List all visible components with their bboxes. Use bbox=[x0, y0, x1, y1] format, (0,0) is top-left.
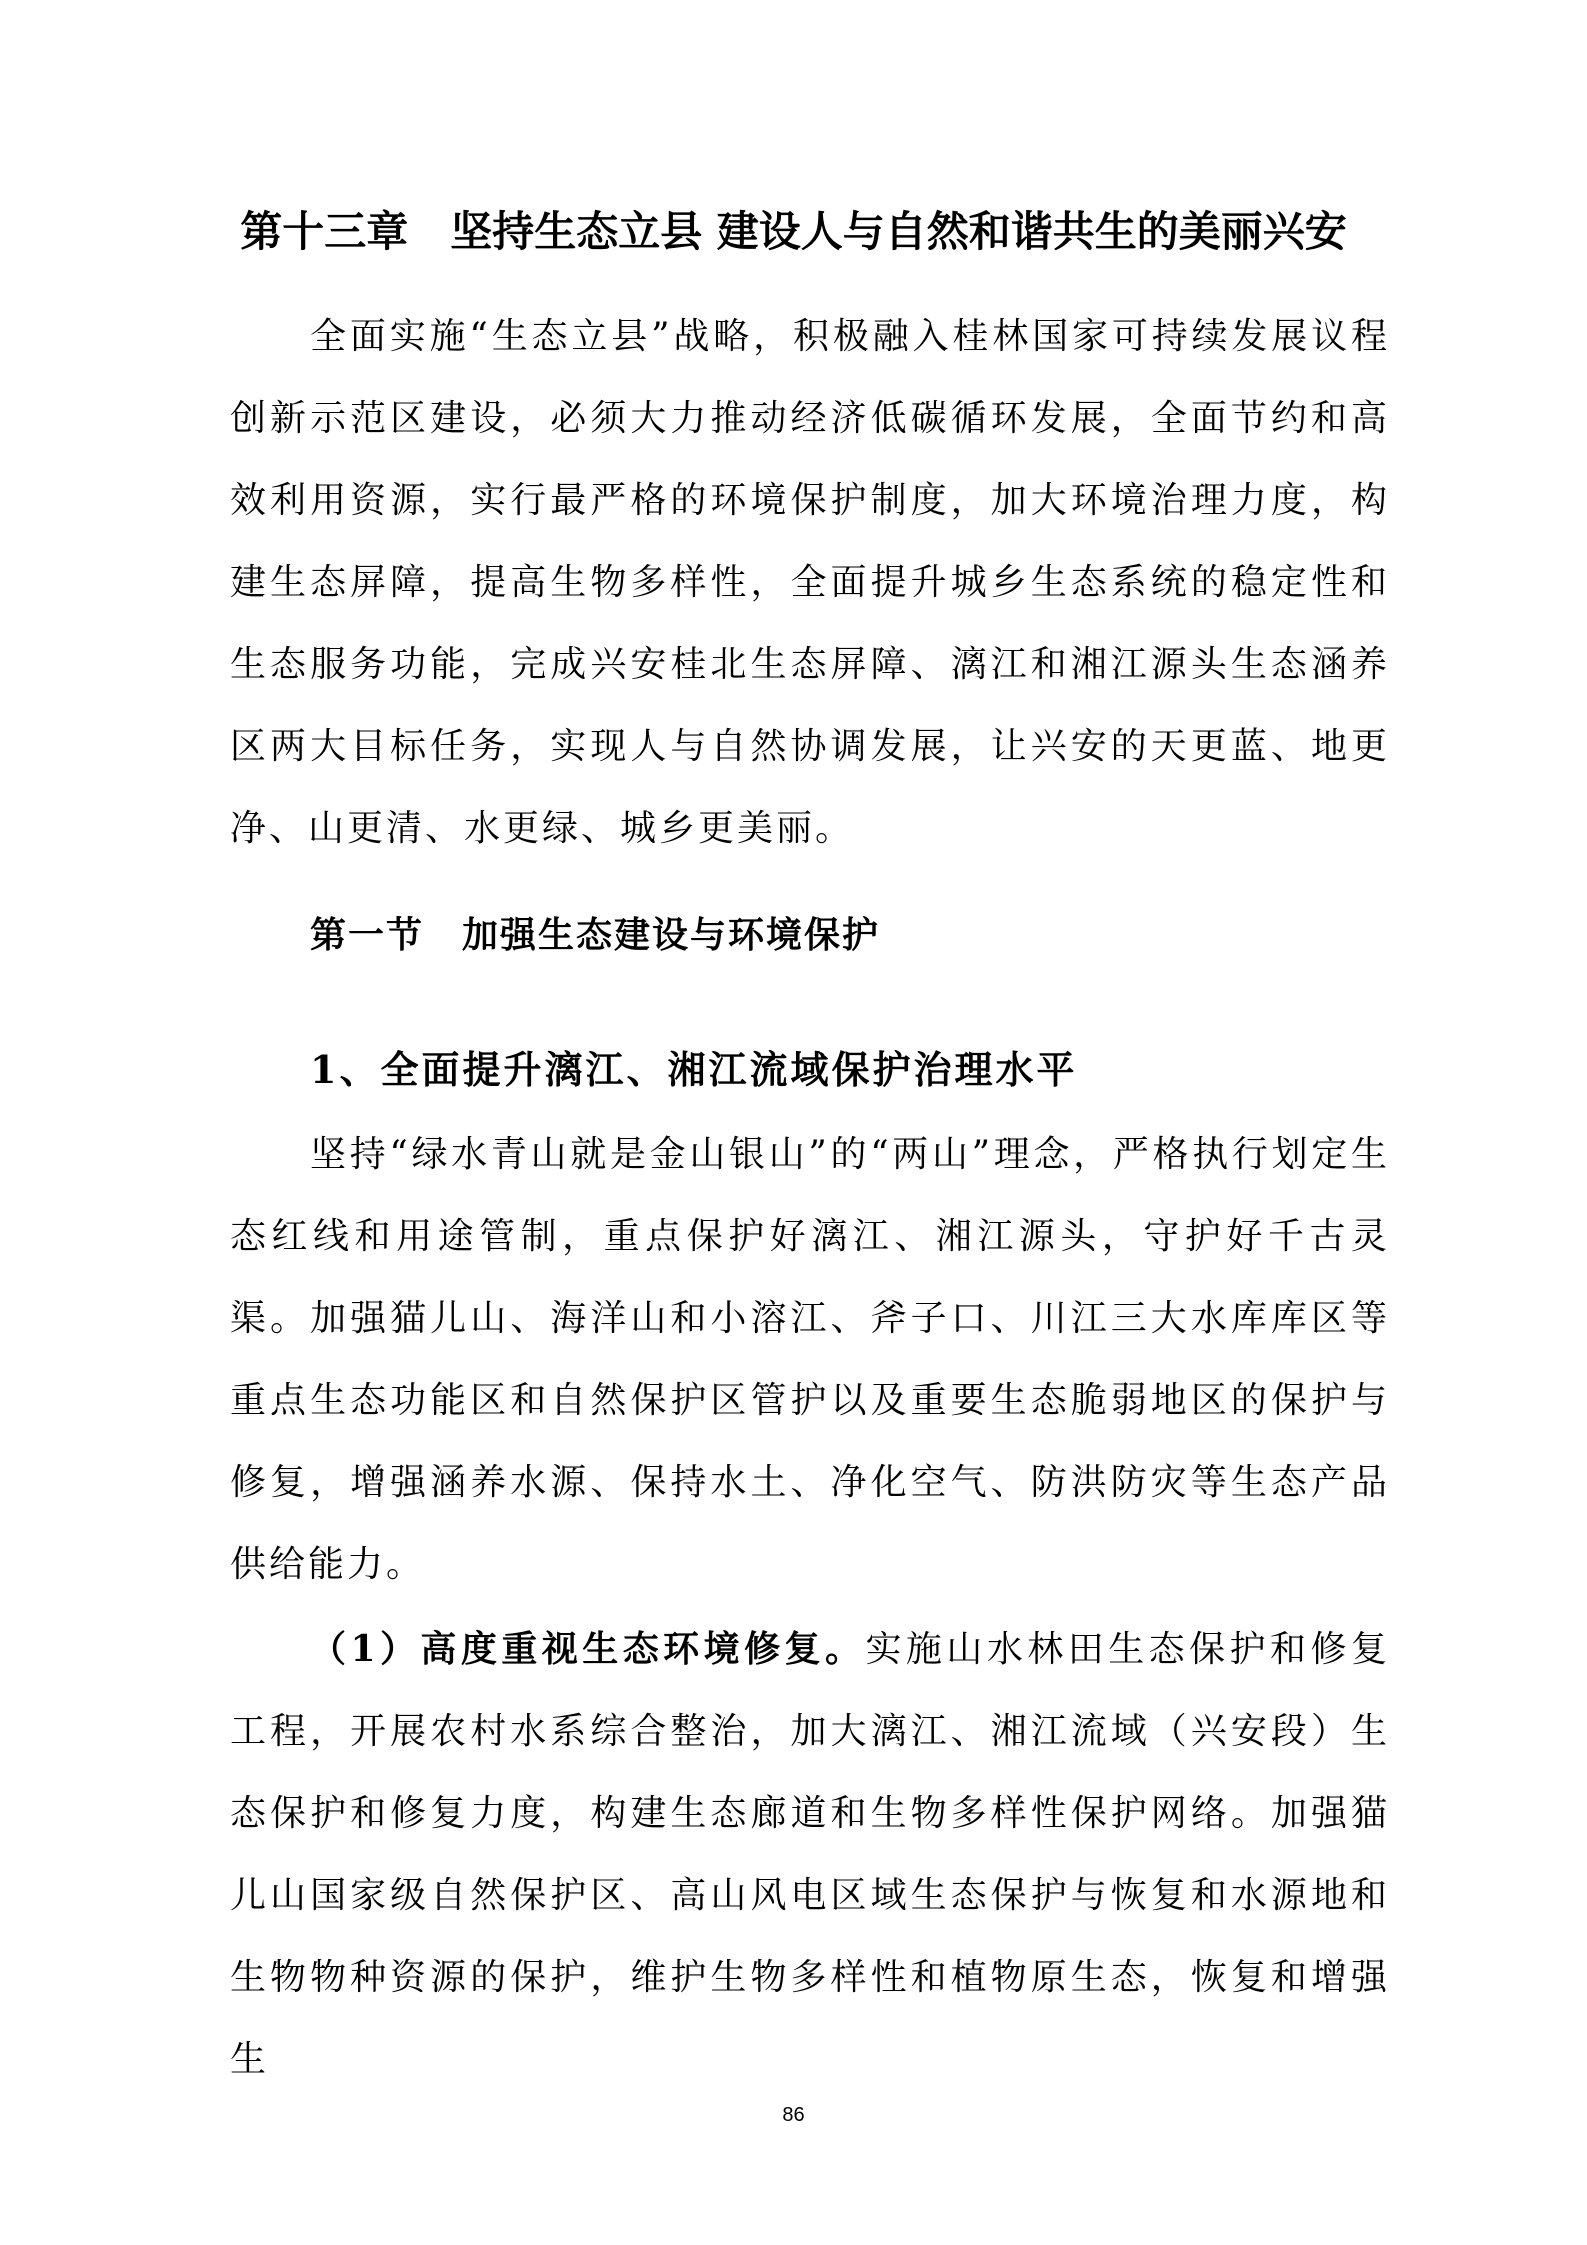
subsection-heading: 1、全面提升漓江、湘江流域保护治理水平 bbox=[310, 1047, 1078, 1092]
paragraph-2-text: 实施山水林田生态保护和修复工程，开展农村水系综合整治，加大漓江、湘江流域（兴安段）生态保护和修复力度，构建生态廊道和生物多样性保护网络。加强猫儿山国家级自然保护区、高山风电区域生态保护与恢复和水源地和生物物种资源的保护，维护生物多样性和植物原生态，恢复和增强生 bbox=[230, 1629, 1390, 2080]
chapter-title: 第十三章 坚持生态立县 建设人与自然和谐共生的美丽兴安 bbox=[240, 207, 1347, 256]
page-number: 86 bbox=[782, 2104, 805, 2126]
paragraph1-block bbox=[230, 1114, 1390, 1606]
intro-paragraph: 全面实施“生态立县”战略，积极融入桂林国家可持续发展议程创新示范区建设，必须大力推动经济低碳循环发展，全面节约和高效利用资源，实行最严格的环境保护制度，加大环境治理力度，构建生态屏障，提高生物多样性，全面提升城乡生态系统的稳定性和生态服务功能，完成兴安桂北生态屏障、漓江和湘江源头生态涵养区两大目标任务，实现人与自然协调发展，让兴安的天更蓝、地更净、山更清、水更绿、城乡更美丽。 bbox=[230, 316, 1390, 849]
body-paragraph-2 bbox=[230, 1608, 1390, 2101]
paragraph2-block bbox=[230, 1608, 1390, 2101]
intro-block bbox=[230, 296, 1390, 870]
body-paragraph-1: 坚持“绿水青山就是金山银山”的“两山”理念，严格执行划定生态红线和用途管制，重点保护好漓江、湘江源头，守护好千古灵渠。加强猫儿山、海洋山和小溶江、斧子口、川江三大水库库区等重点生态功能区和自然保护区管护以及重要生态脆弱地区的保护与修复，增强涵养水源、保持水土、净化空气、防洪防灾等生态产品供给能力。 bbox=[230, 1134, 1390, 1585]
section-heading: 第一节 加强生态建设与环境保护 bbox=[310, 915, 881, 956]
paragraph-2-lead: （1）高度重视生态环境修复。 bbox=[310, 1628, 866, 1670]
